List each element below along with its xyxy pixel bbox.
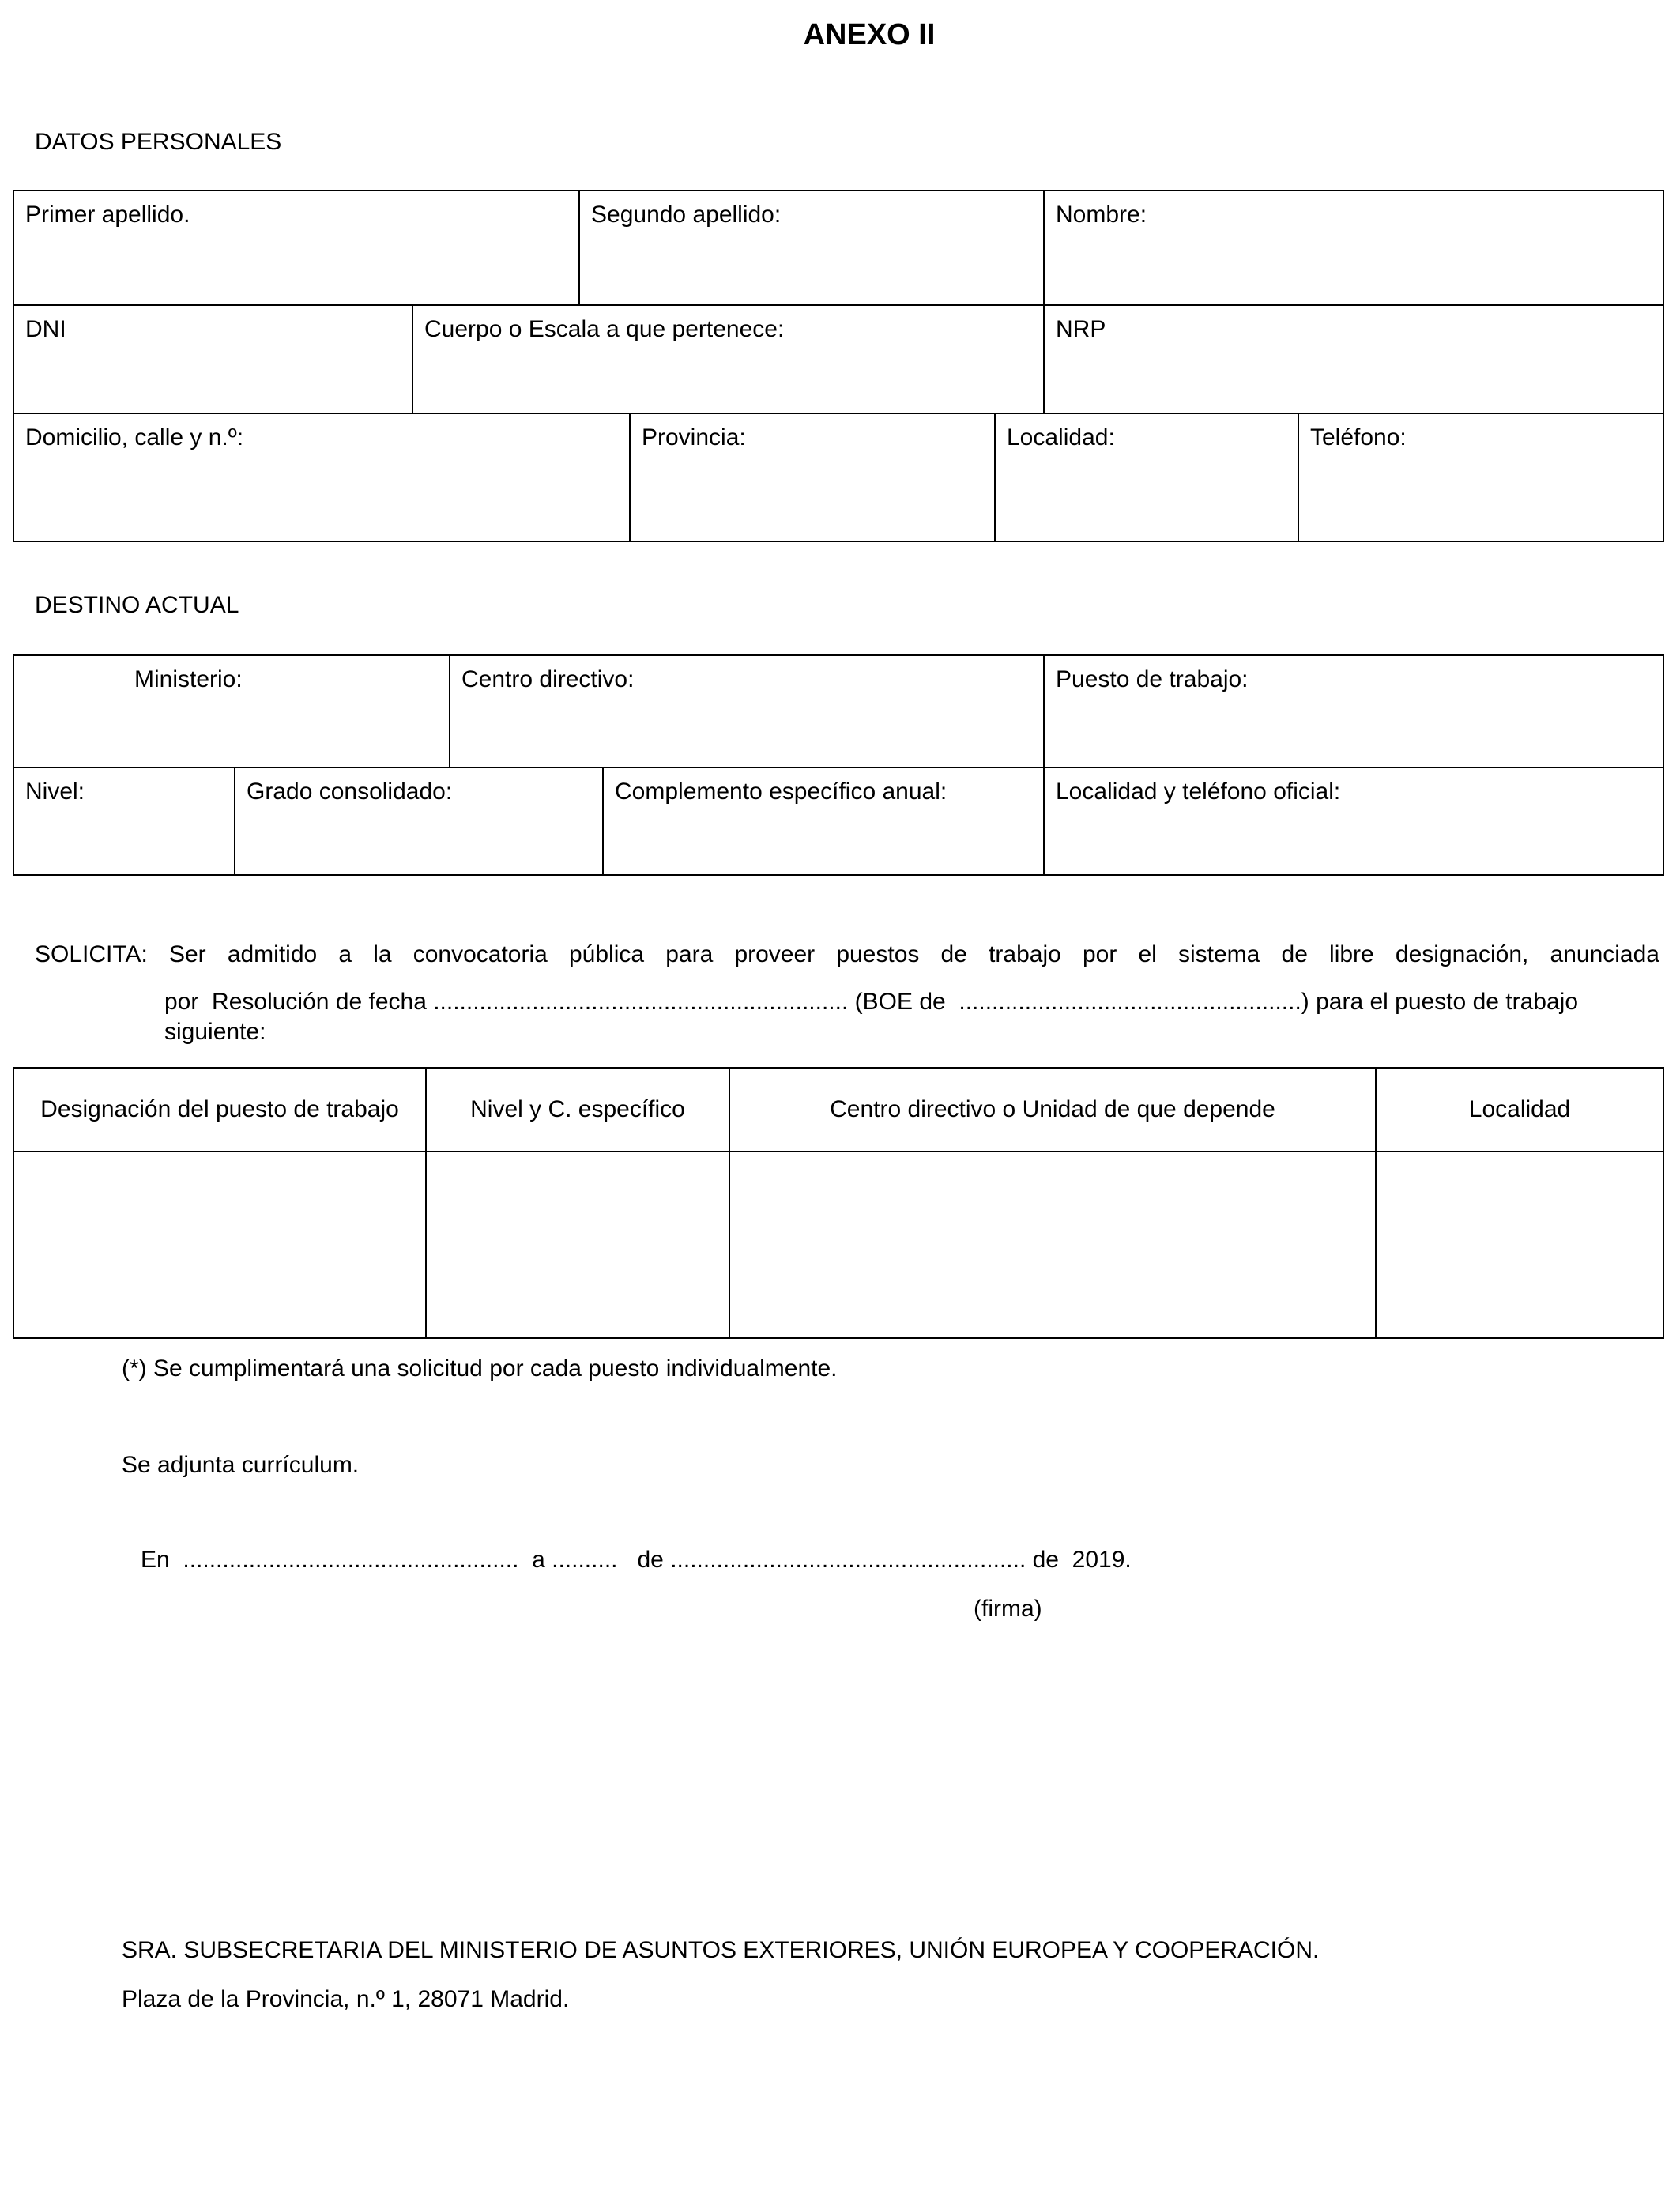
solicita-word: de — [940, 941, 967, 967]
field-ministerio[interactable] — [14, 656, 450, 768]
table-cell-localidad[interactable] — [1377, 1152, 1663, 1337]
page-title: ANEXO II — [803, 18, 936, 51]
field-label: Grado consolidado: — [247, 778, 453, 805]
field-label: Puesto de trabajo: — [1056, 666, 1249, 692]
field-centro-directivo[interactable] — [450, 656, 1045, 768]
solicita-word: proveer — [734, 941, 816, 967]
field-telefono[interactable] — [1299, 414, 1663, 541]
field-label: Localidad: — [1007, 424, 1115, 450]
section-heading-datos-personales: DATOS PERSONALES — [35, 129, 282, 155]
field-label: NRP — [1056, 316, 1106, 342]
field-label: Provincia: — [642, 424, 746, 450]
datos-personales-form — [13, 190, 1664, 542]
solicita-word: libre — [1329, 941, 1374, 967]
field-puesto-de-trabajo[interactable] — [1045, 656, 1663, 768]
solicita-word: sistema — [1178, 941, 1260, 967]
field-label: Ministerio: — [134, 666, 243, 692]
field-domicilio[interactable] — [14, 414, 631, 541]
table-cell-centro-directivo[interactable] — [730, 1152, 1377, 1337]
field-label: Primer apellido. — [25, 202, 190, 228]
solicita-line-3: siguiente: — [164, 1019, 266, 1045]
field-dni[interactable] — [14, 306, 413, 414]
addressee: SRA. SUBSECRETARIA DEL MINISTERIO DE ASUNTOS EXTERIORES, UNIÓN EUROPEA Y COOPERACIÓN. — [122, 1937, 1320, 1963]
table-cell-nivel[interactable] — [427, 1152, 730, 1337]
field-label: Nivel: — [25, 778, 85, 805]
table-header-nivel: Nivel y C. específico — [427, 1069, 730, 1152]
solicita-word: de — [1281, 941, 1308, 967]
solicita-word: por — [1082, 941, 1117, 967]
table-cell-designacion[interactable] — [14, 1152, 427, 1337]
table-header-designacion: Designación del puesto de trabajo — [14, 1069, 427, 1152]
solicita-word: anunciada — [1550, 941, 1659, 967]
solicita-word: la — [373, 941, 392, 967]
field-nombre[interactable] — [1045, 191, 1663, 306]
solicita-word: Ser — [168, 941, 206, 967]
field-primer-apellido[interactable] — [14, 191, 580, 306]
solicita-word: para — [665, 941, 714, 967]
field-complemento-especifico[interactable] — [604, 768, 1045, 874]
section-heading-destino-actual: DESTINO ACTUAL — [35, 592, 239, 618]
signature-place-date-line[interactable]: En ................................................... a .......... de ...................................................... de 2019. — [141, 1547, 1132, 1573]
field-label: Centro directivo: — [461, 666, 635, 692]
field-nivel[interactable] — [14, 768, 235, 874]
solicita-word: SOLICITA: — [35, 941, 148, 967]
solicita-word: puestos — [836, 941, 920, 967]
solicita-word: pública — [569, 941, 645, 967]
field-grado-consolidado[interactable] — [235, 768, 604, 874]
firma-label: (firma) — [974, 1596, 1042, 1622]
field-label: Teléfono: — [1310, 424, 1407, 450]
solicita-line-1 — [35, 941, 1659, 969]
solicita-word: designación, — [1395, 941, 1529, 967]
field-label: Domicilio, calle y n.º: — [25, 424, 244, 450]
field-label: Nombre: — [1056, 202, 1147, 228]
field-label: Cuerpo o Escala a que pertenece: — [424, 316, 785, 342]
solicita-word: a — [338, 941, 352, 967]
field-label: Segundo apellido: — [591, 202, 782, 228]
field-segundo-apellido[interactable] — [580, 191, 1045, 306]
field-localidad-telefono-oficial[interactable] — [1045, 768, 1663, 874]
footnote: (*) Se cumplimentará una solicitud por cada puesto individualmente. — [122, 1355, 838, 1382]
solicita-word: el — [1138, 941, 1157, 967]
address: Plaza de la Provincia, n.º 1, 28071 Madrid. — [122, 1986, 570, 2012]
solicita-line-2: por Resolución de fecha ............................................................... (BOE de ....................................................) para el puesto de trabajo — [164, 989, 1579, 1015]
field-label: Complemento específico anual: — [615, 778, 947, 805]
puesto-table — [13, 1067, 1664, 1339]
table-header-centro-directivo: Centro directivo o Unidad de que depende — [730, 1069, 1377, 1152]
curriculum-note: Se adjunta currículum. — [122, 1452, 360, 1478]
destino-actual-form — [13, 654, 1664, 876]
field-localidad[interactable] — [996, 414, 1299, 541]
field-cuerpo-escala[interactable] — [413, 306, 1045, 414]
solicita-word: convocatoria — [412, 941, 548, 967]
table-header-localidad: Localidad — [1377, 1069, 1663, 1152]
field-label: DNI — [25, 316, 66, 342]
solicita-word: admitido — [227, 941, 318, 967]
field-label: Localidad y teléfono oficial: — [1056, 778, 1341, 805]
field-provincia[interactable] — [631, 414, 996, 541]
solicita-word: trabajo — [989, 941, 1061, 967]
field-nrp[interactable] — [1045, 306, 1663, 414]
